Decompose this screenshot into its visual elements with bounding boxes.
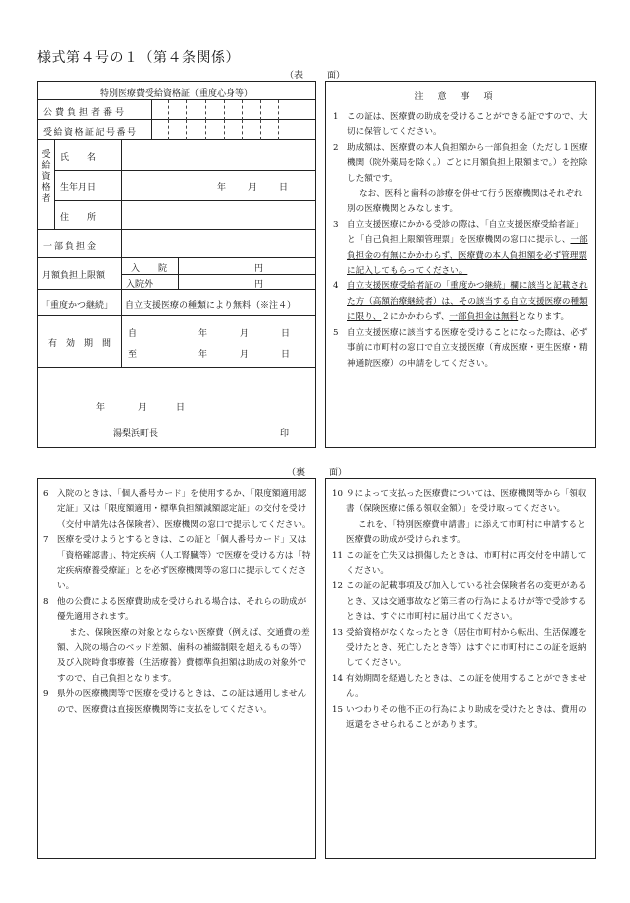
note-item (43, 687, 312, 718)
note-item (332, 518, 592, 549)
form-title: 様式第４号の１（第４条関係） (37, 50, 240, 66)
note-text: また、保険医療の対象とならない医療費（例えば、交通費の差額、入院の場合のベッド差額、歯科の補綴制限を超えるもの等）及び入院時食事療養（生活療養）費標準負担額は助成の対象外ですので、自己負担となります。 (57, 627, 310, 684)
note-item (332, 579, 592, 625)
validity-from-day: 日 (281, 329, 291, 339)
note-number: 2 (333, 142, 339, 153)
note-item (332, 549, 592, 580)
monthly-limit-label: 月額負担上限額 (42, 271, 106, 281)
note-item (333, 326, 591, 372)
birth-date-label: 生年月日 (60, 183, 97, 193)
notes-back-right-list (332, 487, 592, 734)
note-text: なお、医科と歯科の診療を併せて行う医療機関はそれぞれ別の医療機関とみなします。 (347, 189, 583, 215)
note-text: これを、「特別医療費申請書」に添えて市町村に申請すると医療費の助成が受けられます。 (346, 519, 586, 546)
note-item (43, 487, 312, 533)
note-item (333, 110, 591, 141)
note-text: 入院のときは、「個人番号カード」を使用するか、「限度額適用認定証」又は「限度額適用・標準負担額減額認定証」の交付を受け（交付申請先は各保険者）、医療機関の窓口で提示してください。 (57, 489, 311, 530)
note-text: 県外の医療機関等で医療を受けるときは、この証は通用しませんので、医療費は直接医療機関等に支払をしてください。 (57, 689, 307, 715)
note-number: 7 (43, 535, 49, 546)
note-number: 13 (332, 627, 343, 638)
note-text-part: 自立支援医療受給者証の「重度かつ継続」欄に該当と記載された方（高額治療継続者）は、その該当する自立支援医療の種類に限り、 (347, 281, 588, 323)
note-text-part: ２にかかわらず、 (381, 312, 450, 323)
front-label-close: 面） (326, 71, 345, 81)
inpatient-label: 入 院 (131, 264, 168, 274)
front-label-open: （表 (285, 71, 304, 81)
note-text-part: 一部負担金は無料 (449, 312, 519, 323)
note-text-part: 一部負担金の有無にかかわらず、医療費の本人負担額を必ず管理票に記入してもらってください。 (347, 235, 588, 277)
address-label: 住 所 (60, 213, 97, 223)
note-item (333, 279, 591, 325)
severe-continuation-label: 「重度かつ継続」 (41, 301, 114, 311)
name-label: 氏 名 (60, 153, 97, 163)
note-item (333, 141, 591, 187)
notes-back-left-panel (37, 478, 316, 859)
note-number: 10 (332, 489, 343, 499)
severe-continuation-value: 自立支援医療の種類により無料（※注４） (125, 301, 297, 311)
validity-to-day: 日 (281, 350, 291, 360)
note-item (43, 533, 312, 595)
issuer-seal: 印 (280, 429, 290, 439)
cert-title-row (38, 82, 315, 100)
note-item (332, 672, 592, 703)
payer-number-label: 公費負担者番号 (43, 108, 128, 118)
notes-front-list (333, 110, 591, 372)
note-item (333, 187, 591, 218)
note-text: この証の記載事項及び加入している社会保険者名の変更があるとき、又は交通事故など第三者の行為によるけが等で受診するときは、すぐに市町村に届け出てください。 (346, 581, 587, 623)
front-side-label (285, 68, 345, 81)
note-text: この証を亡失又は損傷したときは、市町村に再交付を申請してください。 (346, 550, 587, 577)
note-text: 他の公費による医療費助成を受けられる場合は、それらの助成が優先適用されます。 (57, 596, 307, 623)
note-item (332, 487, 592, 518)
validity-row (38, 316, 315, 368)
note-text: 助成額は、医療費の本人負担額から一部負担金（ただし１医療機関（院外薬局を除く。）ごとに月額負担上限額まで。）を控除した額です。 (347, 142, 588, 184)
recipient-number-label: 受給資格証記号番号 (43, 128, 138, 138)
payer-number-row (38, 100, 315, 120)
copay-label: 一部負担金 (43, 242, 99, 252)
severe-continuation-row (38, 290, 315, 316)
note-number: 12 (332, 581, 343, 592)
back-label-close: 面） (328, 468, 347, 478)
back-side-label (287, 465, 347, 478)
issue-month-unit: 月 (138, 403, 148, 413)
validity-to-label: 至 (128, 350, 138, 360)
notes-back-left-list (43, 487, 312, 718)
back-label-open: （裏 (287, 468, 306, 478)
notes-front-panel (325, 81, 596, 448)
recipient-number-row (38, 120, 315, 140)
inpatient-yen: 円 (254, 264, 264, 274)
note-item (43, 595, 312, 626)
issuer-name: 湯梨浜町長 (113, 429, 159, 439)
note-text: 自立支援医療に該当する医療を受けることになった際は、必ず事前に市町村の窓口で自立支援医療（育成医療・更生医療・精神通院医療）の申請をしてください。 (347, 327, 588, 369)
note-text: いつわりその他不正の行為により助成を受けたときは、費用の返還をさせられることがあります。 (346, 704, 587, 731)
note-item (332, 626, 592, 672)
note-item (332, 703, 592, 734)
note-number: 14 (332, 673, 343, 684)
birth-year-unit: 年 (217, 183, 227, 193)
validity-from-year: 年 (198, 329, 208, 339)
eligible-person-block (38, 140, 315, 230)
note-number: 6 (43, 489, 49, 499)
validity-from-month: 月 (240, 329, 250, 339)
issue-year-unit: 年 (96, 403, 106, 413)
note-text-part: となります。 (518, 312, 570, 323)
note-number: 3 (333, 219, 339, 230)
validity-to-year: 年 (198, 350, 208, 360)
note-number: 15 (332, 704, 343, 715)
birth-month-unit: 月 (248, 183, 258, 193)
note-item (333, 218, 591, 280)
outpatient-yen: 円 (254, 280, 264, 290)
notes-back-right-panel (325, 478, 596, 859)
certificate-panel (37, 81, 316, 448)
note-text-part: 自立支援医療にかかる受診の際は、「自立支援医療受給者証」と「自己負担上限額管理票」を医療機関の窓口に提示し、 (347, 219, 584, 246)
note-item (43, 626, 312, 688)
note-number: 4 (333, 281, 339, 292)
note-number: 5 (333, 327, 339, 338)
issue-day-unit: 日 (176, 403, 186, 413)
note-text: 医療を受けようとするときは、この証と「個人番号カード」又は「資格確認書」、特定疾病（人工腎臓等）で医療を受ける方は「特定疾病療養受療証」とを必ず医療機関等の窓口に提示してください。 (57, 535, 311, 592)
validity-from-label: 自 (128, 329, 138, 339)
note-text: 受給資格がなくなったとき（居住市町村から転出、生活保護を受けたとき、死亡したとき等）はすぐに市町村にこの証を返納してください。 (346, 627, 587, 669)
validity-label: 有 効 期 間 (48, 339, 112, 349)
note-number: 9 (43, 689, 49, 700)
note-text: 有効期間を経過したときは、この証を使用することができません。 (346, 673, 587, 700)
birth-day-unit: 日 (279, 183, 289, 193)
note-number: 8 (43, 596, 49, 607)
eligible-person-label: 受 給 資 格 者 (41, 150, 51, 204)
notes-heading: 注意事項 (414, 92, 507, 102)
note-text: ９によって支払った医療費については、医療機関等から「領収書（保険医療に係る領収金額）」を受け取ってください。 (346, 489, 587, 515)
note-number: 1 (333, 112, 339, 122)
copay-row (38, 230, 315, 258)
validity-to-month: 月 (240, 350, 250, 360)
monthly-limit-row (38, 258, 315, 290)
note-number: 11 (332, 550, 343, 561)
cert-title: 特別医療費受給資格証（重度心身等） (99, 89, 253, 99)
note-text: この証は、医療費の助成を受けることができる証ですので、大切に保管してください。 (347, 112, 588, 138)
outpatient-label: 入院外 (126, 280, 154, 290)
